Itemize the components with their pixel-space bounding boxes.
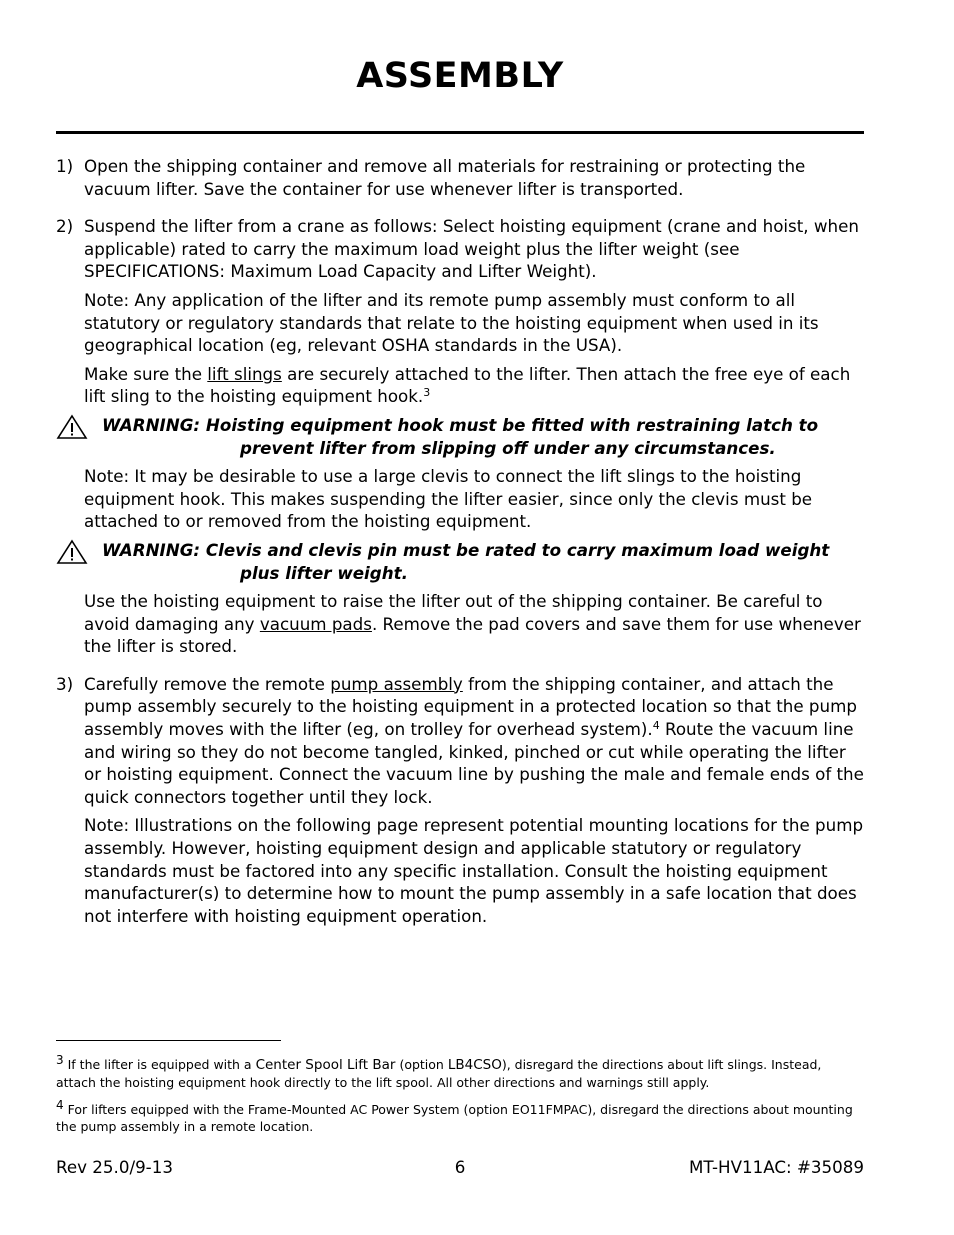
- step-3-text: Carefully remove the remote pump assembly from the shipping container, and attach the pump assembly securely to the hoisting equipment in a protected location so that the pump assembly moves with the lifter (eg, on trolley for overhead system).$^4$ Route the vacuum line and wiring so they do not become tangled, kinked, pinched or cut while operating the lifter or hoisting equipment. Connect the vacuum line by pushing the male and female ends of the quick connectors together until they lock.: [84, 673, 864, 807]
- title-divider: [56, 131, 864, 134]
- step-1: [56, 155, 868, 200]
- step-2-clevis-note: Note: It may be desirable to use a large clevis to connect the lift slings to the hoisting equipment hook. This makes suspending the lifter easier, since only the clevis must be attached to or removed from the hoisting equipment.: [84, 466, 813, 532]
- step-number: 3): [56, 673, 74, 694]
- footnote-divider: [56, 1040, 281, 1041]
- step-number: 2): [56, 216, 74, 237]
- vacuum-pads-link[interactable]: vacuum pads: [259, 613, 372, 634]
- step-2: [56, 215, 868, 658]
- warning-triangle-icon: [56, 414, 88, 440]
- page-number: 6: [454, 1157, 466, 1177]
- step-number: 1): [56, 156, 74, 176]
- footnote-ref-4[interactable]: 4: [652, 719, 660, 733]
- step-2-text: Suspend the lifter from a crane as follows: Select hoisting equipment (crane and hoist, when applicable) rated to carry the maximum load weight plus the lifter weight (see SPECIFICATIONS: Maximum Load Capacity and Lifter Weight).: [84, 216, 859, 282]
- warning-text-continued: plus lifter weight.: [240, 562, 408, 583]
- footnote-mark: 3: [56, 1053, 64, 1067]
- pump-assembly-link[interactable]: pump assembly: [330, 673, 463, 694]
- warning-text-continued: prevent lifter from slipping off under any circumstances.: [240, 437, 776, 458]
- revision-label: Rev 25.0/9-13: [56, 1157, 173, 1177]
- step-2-note: Note: Any application of the lifter and its remote pump assembly must conform to all statutory or regulatory standards that relate to the hoisting equipment when used in its geographical location (eg, relevant OSHA standards in the USA).: [84, 289, 819, 356]
- warning-text: WARNING: Clevis and clevis pin must be rated to carry maximum load weight: [102, 539, 830, 560]
- step-1-text: Open the shipping container and remove all materials for restraining or protecting the vacuum lifter. Save the container for use whenever lifter is transported.: [84, 156, 806, 199]
- assembly-steps: [56, 155, 868, 927]
- warning-hook-latch: [56, 414, 868, 459]
- step-2-slings: Make sure the lift slings are securely attached to the lifter. Then attach the free eye of each lift sling to the hoisting equipment hook.$^3$: [84, 363, 851, 407]
- footnote-mark: 4: [56, 1098, 64, 1112]
- lift-slings-link[interactable]: lift slings: [207, 363, 282, 384]
- step-3-note: Note: Illustrations on the following page represent potential mounting locations for the pump assembly. However, hoisting equipment design and applicable statutory or regulatory standards must be factored into any specific installation. Consult the hoisting equipment manufacturer(s) to determine how to mount the pump assembly in a safe location that does not interfere with hoisting equipment operation.: [84, 815, 864, 926]
- document-id: MT-HV11AC: #35089: [688, 1157, 864, 1177]
- warning-triangle-icon: [56, 539, 88, 565]
- warning-clevis-rating: [56, 539, 868, 584]
- footnote-4: $^4$ For lifters equipped with the Frame-Mounted AC Power System (option EO11FMPAC), disregard the directions about mounting the pump assembly in a remote location.: [56, 1098, 853, 1134]
- step-2-raise-lifter: Use the hoisting equipment to raise the lifter out of the shipping container. Be careful to avoid damaging any vacuum pads. Remove the pad covers and save them for use whenever the lifter is stored.: [84, 591, 861, 657]
- footnote-ref-3[interactable]: 3: [423, 386, 431, 400]
- footnote-3: $^3$ If the lifter is equipped with a Center Spool Lift Bar (option LB4CSO), disregard the directions about lift slings. Instead, attach the hoisting equipment hook directly to the lift spool. All other directions and warnings still apply.: [56, 1053, 822, 1090]
- page-title: ASSEMBLY: [356, 56, 564, 96]
- footnotes: [56, 1053, 864, 1135]
- warning-text: WARNING: Hoisting equipment hook must be fitted with restraining latch to: [102, 414, 819, 435]
- step-3: [56, 673, 868, 928]
